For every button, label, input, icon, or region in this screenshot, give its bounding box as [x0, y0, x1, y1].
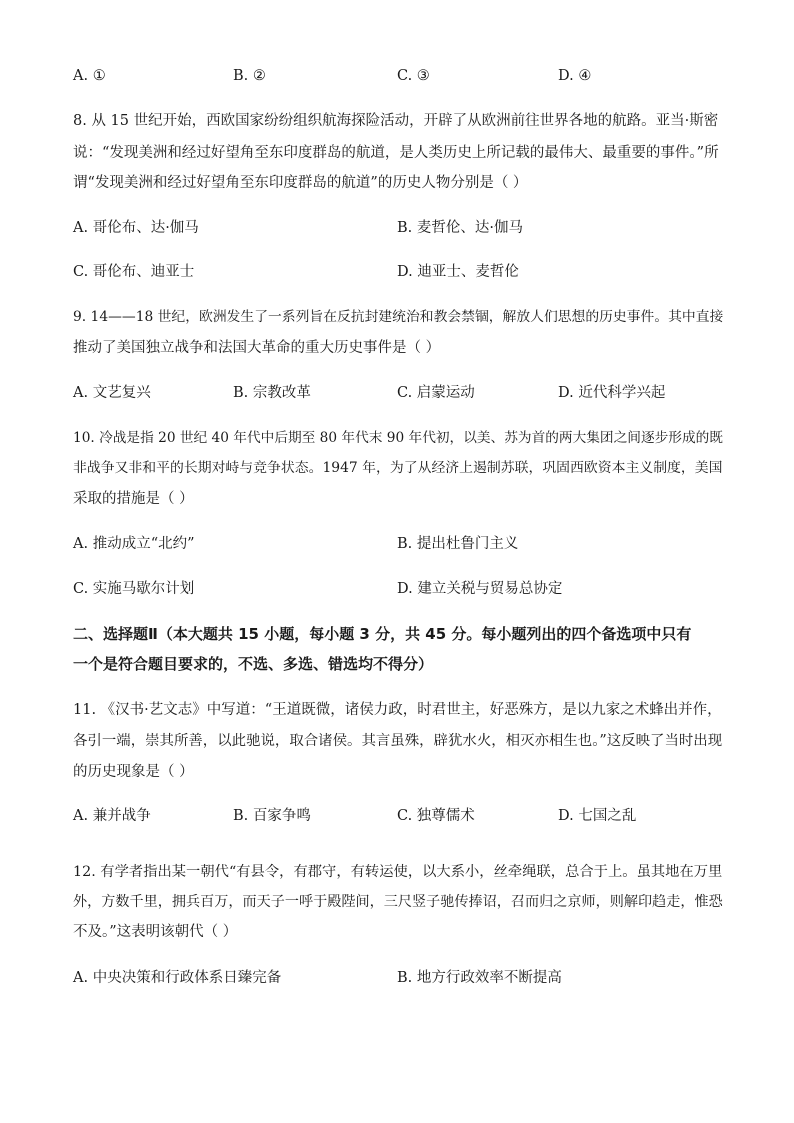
- q11-stem-line-2: 各引一端，崇其所善，以此驰说，取合诸侯。其言虽殊，辟犹水火，相灭亦相生也。”这反映了当时出现: [73, 733, 723, 749]
- q10-option-c[interactable]: C. 实施马歇尔计划: [73, 581, 195, 597]
- q8-stem-line-3: 谓“发现美洲和经过好望角至东印度群岛的航道”的历史人物分别是（ ）: [73, 175, 528, 191]
- q9-stem-line-1: 9. 14——18 世纪，欧洲发生了一系列旨在反抗封建统治和教会禁锢，解放人们思想的历史事件。其中直接: [73, 309, 724, 325]
- q12-stem-line-2: 外，方数千里，拥兵百万，而天子一呼于殿陛间，三尺竖子驰传捧诏，召而归之京师，则解印趋走，惟恐: [73, 894, 723, 910]
- q12-option-b[interactable]: B. 地方行政效率不断提高: [397, 970, 562, 986]
- q12-stem-line-1: 12. 有学者指出某一朝代“有县令，有郡守，有转运使，以大系小，丝牵绳联，总合于上。虽其地在万里: [73, 864, 723, 880]
- q7-option-a[interactable]: A. ①: [73, 68, 106, 84]
- q9-stem-line-2: 推动了美国独立战争和法国大革命的重大历史事件是（ ）: [73, 340, 441, 356]
- q9-option-d[interactable]: D. 近代科学兴起: [558, 385, 666, 401]
- q11-option-a[interactable]: A. 兼并战争: [73, 808, 151, 824]
- q11-option-c[interactable]: C. 独尊儒术: [397, 808, 475, 824]
- q10-stem-line-2: 非战争又非和平的长期对峙与竞争状态。1947 年，为了从经济上遏制苏联，巩固西欧资本主义制度，美国: [73, 460, 723, 476]
- q8-stem-line-1: 8. 从 15 世纪开始，西欧国家纷纷组织航海探险活动，开辟了从欧洲前往世界各地的航路。亚当·斯密: [73, 113, 719, 129]
- section-2-heading-line-1: 二、选择题Ⅱ（本大题共 15 小题，每小题 3 分，共 45 分。每小题列出的四个备选项中只有: [73, 625, 692, 643]
- section-2-heading-line-2: 一个是符合题目要求的，不选、多选、错选均不得分）: [73, 655, 434, 673]
- q10-stem-line-3: 采取的措施是（ ）: [73, 491, 194, 507]
- q8-option-b[interactable]: B. 麦哲伦、达·伽马: [397, 220, 523, 236]
- q11-option-b[interactable]: B. 百家争鸣: [233, 808, 311, 824]
- q8-option-a[interactable]: A. 哥伦布、达·伽马: [73, 220, 199, 236]
- q9-option-c[interactable]: C. 启蒙运动: [397, 385, 475, 401]
- q8-option-c[interactable]: C. 哥伦布、迪亚士: [73, 264, 195, 280]
- q10-option-b[interactable]: B. 提出杜鲁门主义: [397, 536, 519, 552]
- q11-stem-line-3: 的历史现象是（ ）: [73, 764, 194, 780]
- q7-option-c[interactable]: C. ③: [397, 68, 430, 84]
- q7-option-d[interactable]: D. ④: [558, 68, 592, 84]
- q10-option-d[interactable]: D. 建立关税与贸易总协定: [397, 581, 563, 597]
- q12-stem-line-3: 不及。”这表明该朝代（ ）: [73, 924, 238, 940]
- q9-option-a[interactable]: A. 文艺复兴: [73, 385, 151, 401]
- q10-option-a[interactable]: A. 推动成立“北约”: [73, 536, 195, 552]
- q11-option-d[interactable]: D. 七国之乱: [558, 808, 637, 824]
- q8-stem-line-2: 说：“发现美洲和经过好望角至东印度群岛的航道，是人类历史上所记载的最伟大、最重要的事件。”所: [73, 145, 719, 161]
- q12-option-a[interactable]: A. 中央决策和行政体系日臻完备: [73, 970, 282, 986]
- q7-option-b[interactable]: B. ②: [233, 68, 266, 84]
- q11-stem-line-1: 11. 《汉书·艺文志》中写道：“王道既微，诸侯力政，时君世主，好恶殊方，是以九家之术蜂出并作，: [73, 702, 722, 718]
- q10-stem-line-1: 10. 冷战是指 20 世纪 40 年代中后期至 80 年代末 90 年代初，以美、苏为首的两大集团之间逐步形成的既: [73, 430, 723, 446]
- q9-option-b[interactable]: B. 宗教改革: [233, 385, 311, 401]
- q8-option-d[interactable]: D. 迪亚士、麦哲伦: [397, 264, 519, 280]
